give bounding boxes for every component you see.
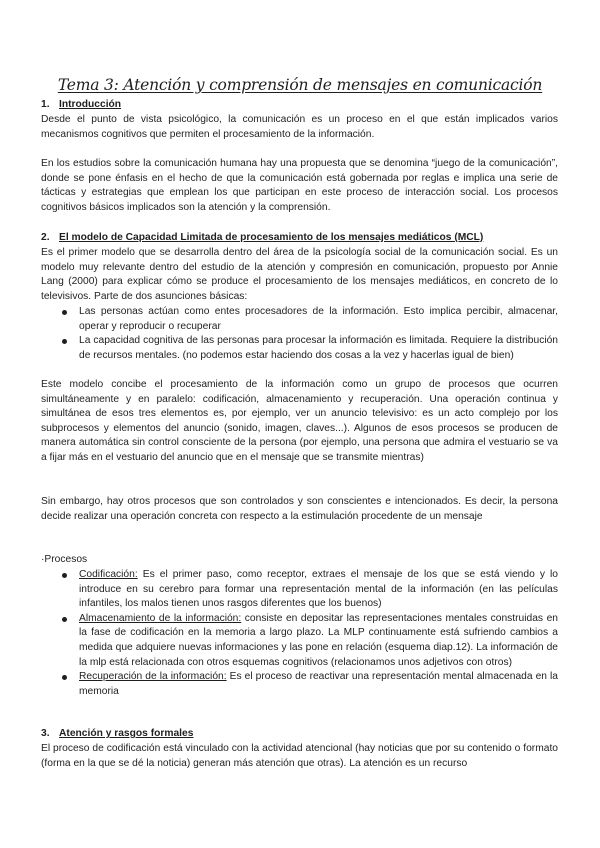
section-1-number: 1. <box>41 99 50 110</box>
section-2-paragraph-2: Sin embargo, hay otros procesos que son controlados y son conscientes e intencionados. Es decir, la persona decide realizar una operación concreta con respecto a la estimulación procedente de un mensaje <box>41 496 558 522</box>
list-item: La capacidad cognitiva de las personas para procesar la información es limitada. Requiere la distribución de recursos mentales. (no podemos estar haciendo dos cosas a la vez y hacerlas igual de bien) <box>41 334 558 363</box>
assumptions-list <box>41 305 558 363</box>
page-title: Tema 3: Atención y comprensión de mensajes en comunicación <box>57 76 543 94</box>
section-1-title: Introducción <box>59 99 122 110</box>
process-term: Almacenamiento de la información: <box>79 612 242 624</box>
list-item: Las personas actúan como entes procesadores de la información. Esto implica percibir, almacenar, operar y reproducir o recuperar <box>41 305 558 334</box>
list-item <box>41 568 558 612</box>
list-item <box>41 612 558 670</box>
process-term: Codificación: <box>79 569 138 580</box>
section-3-number: 3. <box>41 728 50 739</box>
section-3-title: Atención y rasgos formales <box>59 728 194 739</box>
process-text: consiste en depositar las representaciones mentales construidas en la fase de codificación en la memoria a largo plazo. La MLP continuamente está sufriendo cambios a medida que adquiere nuevas informaciones y las pone en relación (esquema diap.12). La información de la mlp está relacionada con otros esquemas cognitivos (relacionamos unos adjetivos con otros) <box>79 612 558 668</box>
process-text: Es el primer paso, como receptor, extraes el mensaje de los que se está viendo y lo introduce en su cerebro para formar una representación mental de la información (en las películas infantiles, los malos tienen unos rasgos diferentes que los buenos) <box>79 569 558 610</box>
section-3-heading <box>41 727 558 742</box>
list-item <box>41 670 558 699</box>
section-2-intro: Es el primer modelo que se desarrolla dentro del área de la psicología social de la comunicación social. Es un modelo muy relevante dentro del estudio de la atención y compresión en comunicación, propuesto por Annie Lang (2000) para explicar cómo se produce el procesamiento de los mensajes mediáticos, en concreto de lo televisivos. Parte de dos asunciones básicas: <box>41 247 558 302</box>
section-3-paragraph-1: El proceso de codificación está vinculado con la actividad atencional (hay noticias que por su contenido o formato (forma en la que se dé la noticia) generan más atención que otras). La atención es un recurso <box>41 743 558 769</box>
section-1-paragraph-2: En los estudios sobre la comunicación humana hay una propuesta que se denomina “juego de la comunicación”, donde se pone énfasis en el hecho de que la comunicación está gobernada por reglas e implica una serie de tácticas y estrategias que emplean los que participan en este proceso de interacción social. Los procesos cognitivos básicos implicados son la atención y la comprensión. <box>41 158 558 213</box>
section-1-heading <box>41 98 558 113</box>
section-2-title: El modelo de Capacidad Limitada de procesamiento de los mensajes mediáticos (MCL) <box>59 232 484 243</box>
process-term: Recuperación de la información: <box>79 671 227 683</box>
processes-label: ·Procesos <box>41 554 88 565</box>
processes-list <box>41 568 558 699</box>
section-2-paragraph-1: Este modelo concibe el procesamiento de la información como un grupo de procesos que ocurren simultáneamente y en paralelo: codificación, almacenamiento y recuperación. Una operación continua y simultánea de esos tres elementos es, por ejemplo, ver un anuncio televisivo: es un acto complejo por los subprocesos y elementos del anuncio (sonido, imagen, claves...). Algunos de esos procesos se producen de manera automática sin control consciente de la persona (por ejemplo, una persona que admira el vestuario se va a fijar más en el vestuario del anuncio que en el mensaje que se transmite mientras) <box>41 379 558 463</box>
process-text: Es el proceso de reactivar una representación mental almacenada en la memoria <box>79 671 558 697</box>
section-2-number: 2. <box>41 232 50 243</box>
section-2-heading <box>41 231 558 246</box>
section-1-paragraph-1: Desde el punto de vista psicológico, la comunicación es un proceso en el que están implicados varios mecanismos cognitivos que permiten el procesamiento de la información. <box>41 114 558 140</box>
